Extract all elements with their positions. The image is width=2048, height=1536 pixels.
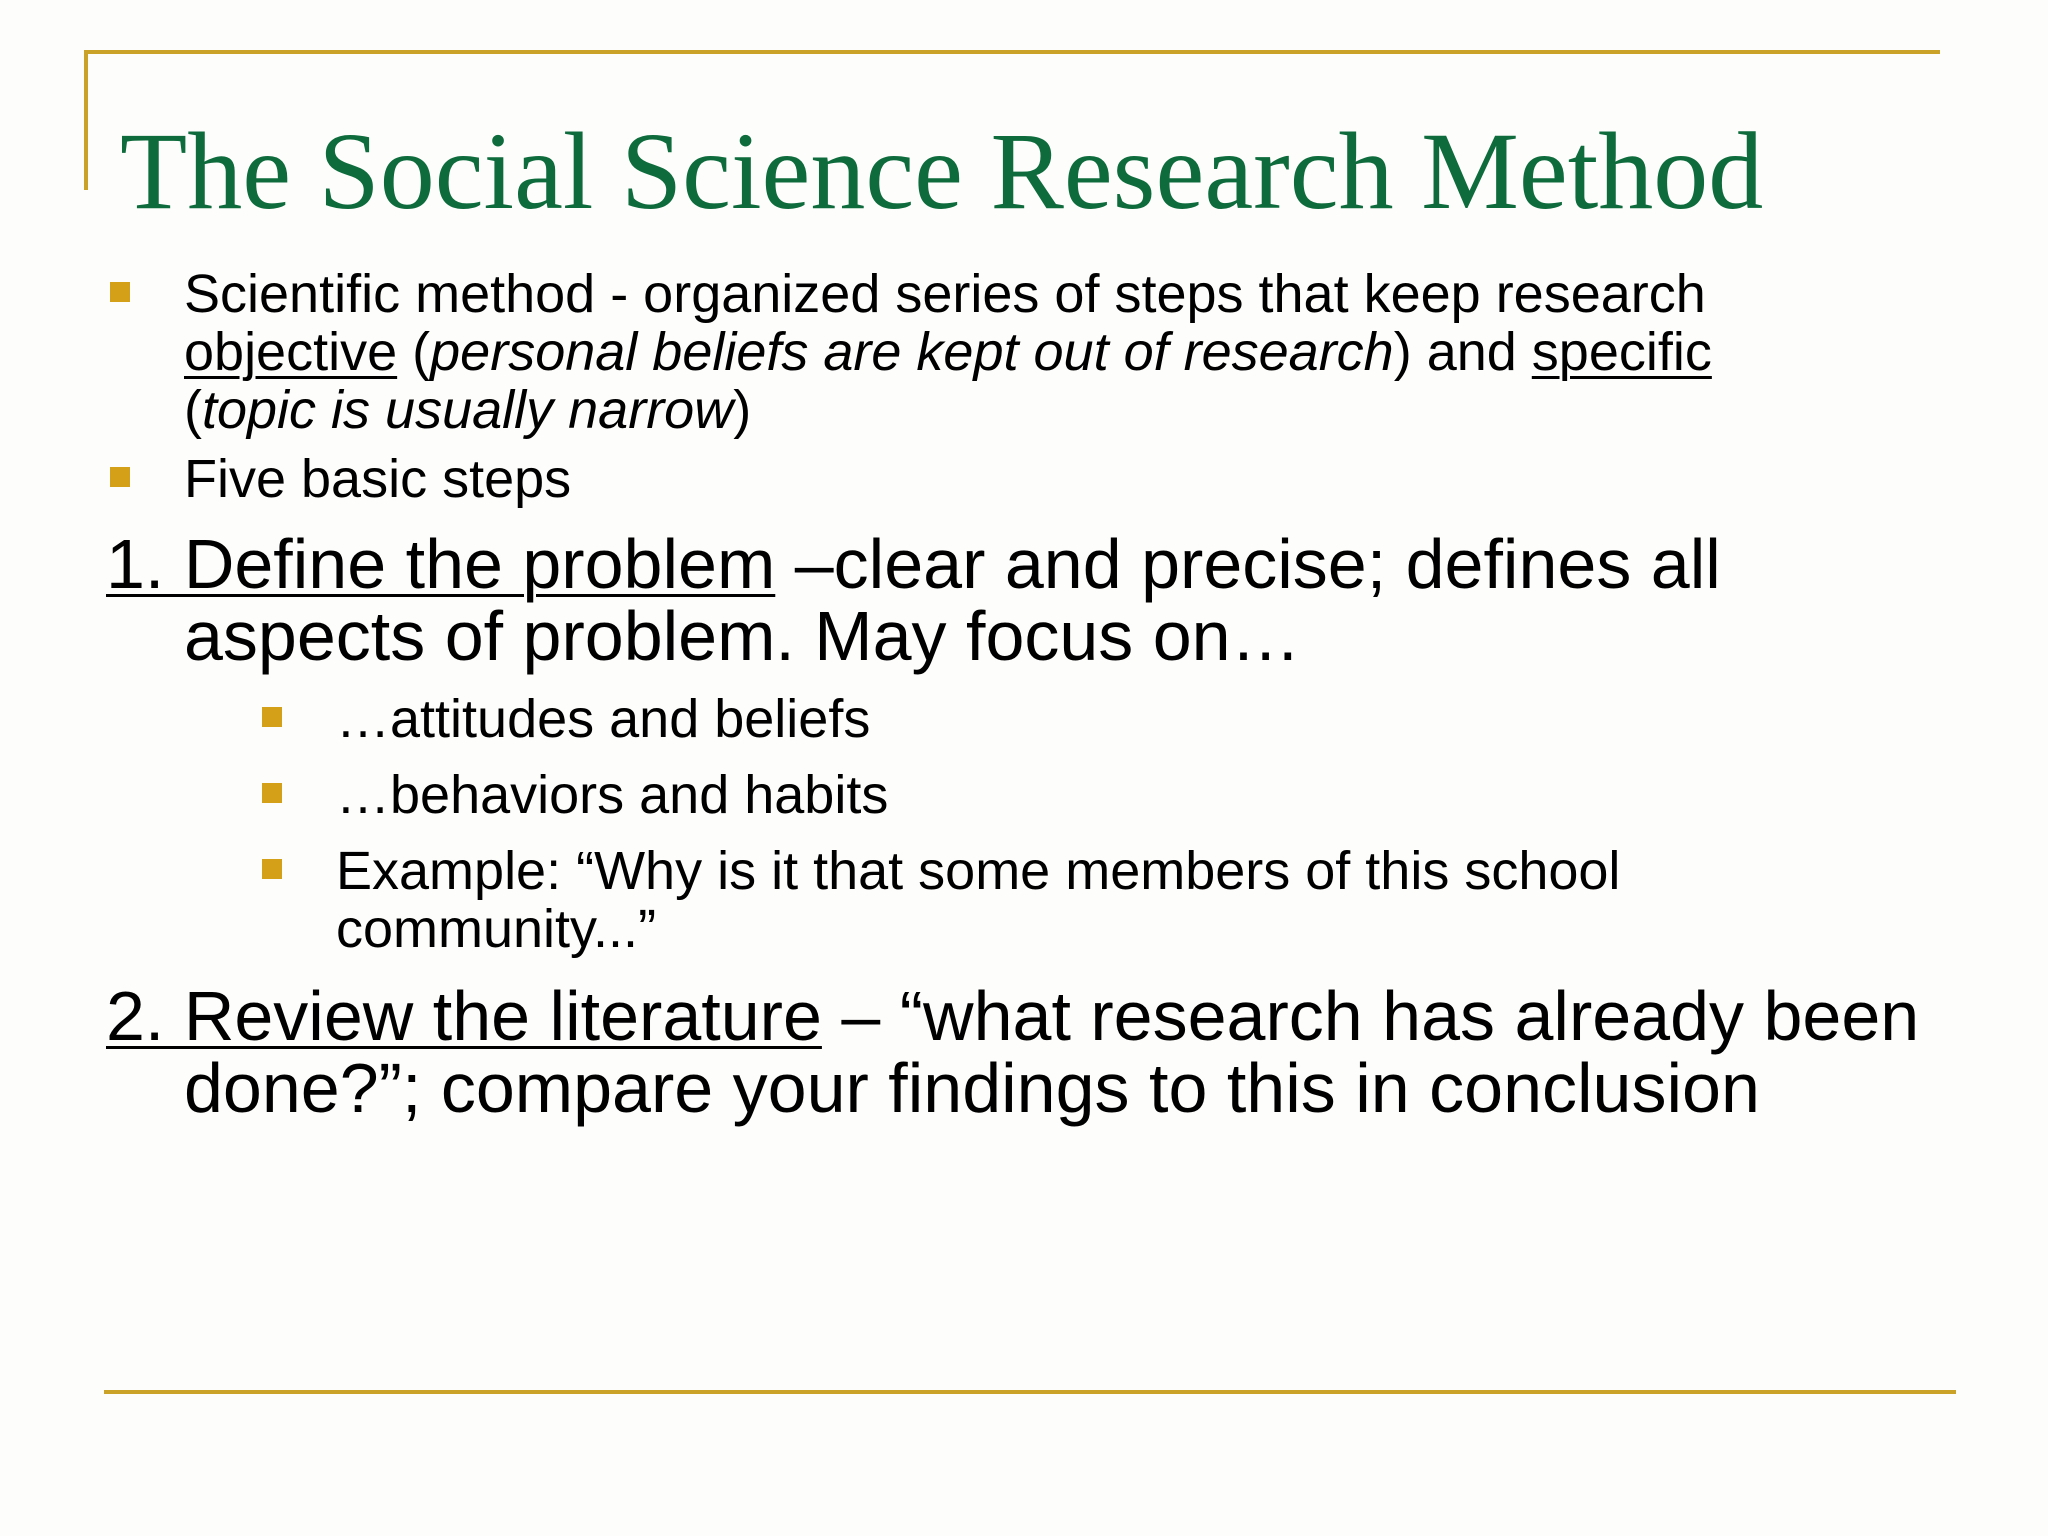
bullet-square-icon [110, 282, 130, 302]
step-1-heading: 1. Define the problem [106, 525, 776, 603]
step-1-line-2: aspects of problem. May focus on… [184, 597, 1301, 675]
step-1-line-1: 1. Define the problem –clear and precise; defines all [106, 525, 1721, 603]
bullet-square-icon [110, 467, 130, 487]
bullet-1-line-3: (topic is usually narrow) [184, 380, 752, 440]
step-1-sub-1: …attitudes and beliefs [336, 689, 871, 749]
step-2-line-2: done?”; compare your findings to this in conclusion [184, 1049, 1760, 1127]
term-specific: specific [1531, 322, 1712, 382]
step-2-line-1: 2. Review the literature – “what research has already been [106, 977, 1920, 1055]
bullet-1-line-2: objective (personal beliefs are kept out of research) and specific [184, 322, 1712, 382]
bullet-1-line-1: Scientific method - organized series of steps that keep research [184, 264, 1706, 324]
bottom-rule [104, 1390, 1956, 1394]
step-1-sub-3-line-2: community...” [336, 899, 657, 959]
term-objective: objective [184, 322, 398, 382]
bullet-square-icon [262, 707, 282, 727]
bullet-square-icon [262, 859, 282, 879]
bullet-square-icon [262, 783, 282, 803]
top-rule [84, 50, 1940, 54]
left-rule [84, 50, 88, 190]
step-1-sub-3: Example: “Why is it that some members of this school [336, 841, 1621, 901]
step-2-heading: 2. Review the literature [106, 977, 822, 1055]
step-1-sub-2: …behaviors and habits [336, 765, 889, 825]
slide-title: The Social Science Research Method [120, 110, 1764, 232]
bullet-2: Five basic steps [184, 449, 572, 509]
